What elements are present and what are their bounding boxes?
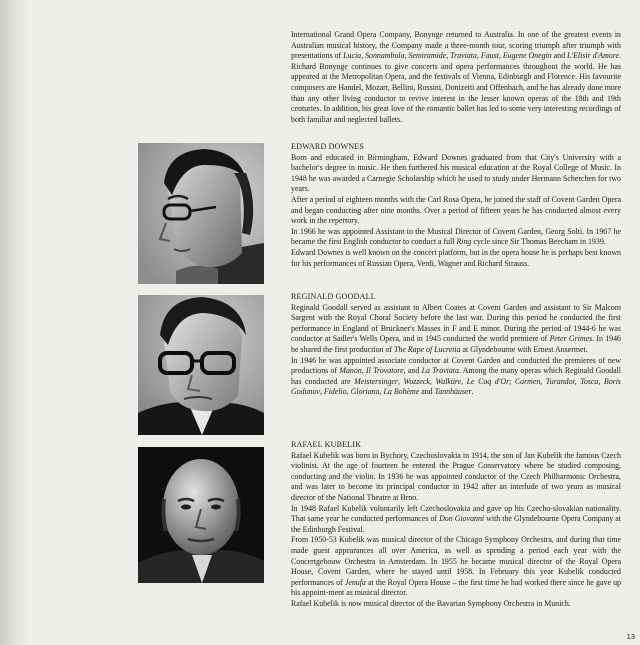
conductor-name: REGINALD GOODALL — [291, 292, 376, 301]
bio-paragraph: Edward Downes is well known on the concert platform, but in the opera house he is perhaps best known for his performances of Russian Opera, Verdi, Wagner and Richard Strauss. — [291, 247, 621, 268]
rafael-kubelik-portrait — [138, 447, 264, 583]
conductor-name: EDWARD DOWNES — [291, 142, 365, 151]
bio-paragraph: From 1950-53 Kubelik was musical director of the Chicago Symphony Orchestra, and during that time made guest appearances all over America, as well as spending a period each year with the Concertgebouw Orchestra in Amsterdam. In 1955 he became musical director of the Royal Opera House, Covent Garden, where he stayed until 1958. In February this year Kubelik conducted performances of Jenufa at the Royal Opera House – the first time he had worked there since he gave up his appoint-ment as musical director. — [291, 535, 621, 598]
bio-paragraph: Reginald Goodall served as assistant to Albert Coates at Covent Garden and assistant to Sir Malcom Sargent with the Royal Choral Society before the last war. During this period he conducted the first performance in England of Bruckner's Masses in F and E minor. During the period of 1944-6 he was conductor at Sadler's Wells Opera, and in 1945 conducted the world premiere of Peter Grimes. In 1946 he shared the first production of The Rape of Lucretia at Glyndebourne with Ernest Ansermet. — [291, 302, 622, 354]
bio-paragraph: Rafael Kubelik is now musical director of the Bavarian Symphony Orchestra in Munich. — [291, 598, 571, 608]
bio-paragraph: After a period of eighteen months with the Carl Rosa Opera, he joined the staff of Covent Garden Opera and began conducting after nine months. Over a period of fifteen years he has conducted almost every work in the repertory. — [291, 194, 621, 226]
reginald-goodall-section — [291, 292, 621, 398]
intro-section — [291, 30, 621, 125]
bio-paragraph: Born and educated in Birmingham, Edward Downes graduated from that City's University with a bachelor's degree in music. He then furthered his musical education at the Royal College of Music. In 1948 he was awarded a Carnegie Scholarship which he used to study under Hermann Scherchen for two years. — [291, 152, 621, 194]
bio-paragraph: Rafael Kubelik was born in Bychory, Czechoslovakia in 1914, the son of Jan Kubelik the famous Czech violinist. At the age of fourteen he entered the Prague Conservatory where he studied composing, conducting and the violin. In 1936 he was appointed conductor of the Czech Philharmonic Orchestra, and was later to become its principal conductor in 1942 after an interlude of two years as musical director of the National Theatre at Brno. — [291, 450, 621, 502]
intro-paragraph-2: Richard Bonynge continues to give concerts and opera performances throughout the world. He has appeared at the Metropolitan Opera, and the festivals of Vienna, Edinburgh and Florence. His favourite composers are Handel, Mozart, Bellini, Rossini, Donizetti and Offenbach, and he has already done more than any other living conductor to revive interest in the lesser known operas of the 18th and 19th centuries. In addition, his great love of the romantic ballet has led to some very interesting recordings of both familiar and neglected ballets. — [291, 61, 621, 124]
reginald-goodall-portrait — [138, 295, 264, 435]
book-gutter-shadow — [0, 0, 28, 645]
edward-downes-section — [291, 142, 621, 269]
rafael-kubelik-section — [291, 440, 621, 610]
bio-paragraph: In 1946 he was appointed associate conductor at Covent Garden and conducted the premieres of new productions of Manon, Il Trovatore, and La Traviata. Among the many operas which Reginald Goodall has conducted are Meistersinger, Wozzeck, Walküre, Le Coq d'Or; Carmen, Turandot, Tosca, Boris Godunov, Fidelio, Gloriana, La Bohème and Tannhäuser. — [291, 355, 621, 397]
edward-downes-portrait — [138, 143, 264, 284]
conductor-name: RAFAEL KUBELIK — [291, 440, 362, 449]
intro-paragraph-1: International Grand Opera Company, Bonynge returned to Australia. In one of the greatest events in Australian musical history, the Company made a three-month tour, scoring triumph after triumph with presentations of Lucia, Sonnambula, Semiramide, Traviata, Faust, Eugene Onegin and L'Elisir d'Amore. — [291, 30, 621, 61]
bio-paragraph: In 1948 Rafael Kubelik voluntarily left Czechoslovakia and gave up his Czecho-slovakian nationality. That same year he conducted performances of Don Giovanni with the Glyndebourne Opera Company at the Edinburgh Festival. — [291, 503, 621, 534]
page-number: 13 — [626, 632, 635, 641]
bio-paragraph: In 1966 he was appointed Assistant to the Musical Director of Covent Garden, Georg Solti. In 1967 he became the first English conductor to conduct a full Ring cycle since Sir Thomas Beecham in 1939. — [291, 226, 621, 247]
